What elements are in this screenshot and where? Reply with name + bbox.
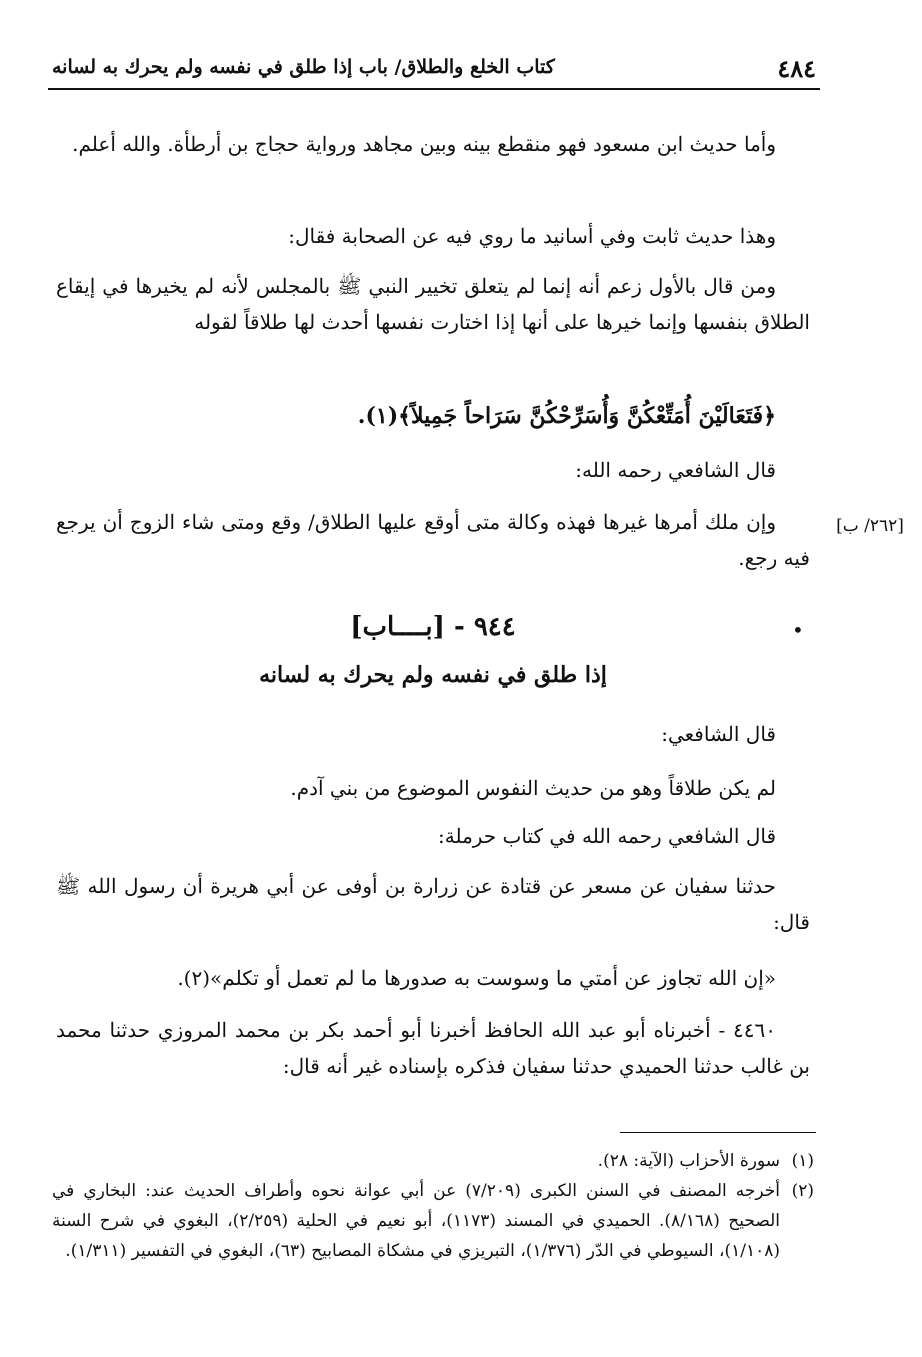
paragraph: حدثنا سفيان عن مسعر عن قتادة عن زرارة بن أوفى عن أبي هريرة أن رسول الله ﷺ قال: [56,874,810,934]
paragraph: قال الشافعي رحمه الله: [575,458,776,482]
footnote [52,1146,814,1176]
footnotes [52,1146,814,1266]
chapter-number: ٩٤٤ - [بــــاب] [350,612,516,642]
page-header [48,52,820,90]
quran-verse: ﴿فَتَعَالَيْنَ أُمَتِّعْكُنَّ وَأُسَرِّحْكُنَّ سَرَاحاً جَمِيلاً﴾(١). [357,403,776,429]
hadith-text: «إن الله تجاوز عن أمتي ما وسوست به صدورها ما لم تعمل أو تكلم»(٢). [177,966,776,990]
paragraph: قال الشافعي: [661,722,776,746]
footnote-text: سورة الأحزاب (الآية: ٢٨). [597,1151,780,1171]
margin-dot: • [792,618,804,642]
hadith-number-paragraph: ٤٤٦٠ - أخبرناه أبو عبد الله الحافظ أخبرنا أبو أحمد بكر بن محمد المروزي حدثنا محمد بن غالب حدثنا الحميدي حدثنا سفيان فذكره بإسناده غير أنه قال: [56,1018,810,1078]
running-head: كتاب الخلع والطلاق/ باب إذا طلق في نفسه ولم يحرك به لسانه [52,56,555,78]
paragraph: وهذا حديث ثابت وفي أسانيد ما روي فيه عن الصحابة فقال: [288,224,776,248]
paragraph: ومن قال بالأول زعم أنه إنما لم يتعلق تخيير النبي ﷺ بالمجلس لأنه لم يخيرها في إيقاع الطلاق بنفسها وإنما خيرها على أنها إذا اختارت نفسها أحدث لها طلاقاً لقوله [56,274,810,334]
paragraph: وإن ملك أمرها غيرها فهذه وكالة متى أوقع عليها الطلاق/ وقع ومتى شاء الزوج أن يرجع فيه رجع. [56,510,810,570]
page-number: ٤٨٤ [777,54,816,83]
paragraph: لم يكن طلاقاً وهو من حديث النفوس الموضوع من بني آدم. [290,776,776,800]
chapter-title: إذا طلق في نفسه ولم يحرك به لسانه [259,662,607,688]
footnote [52,1176,814,1266]
footnote-number: (٢) [791,1181,814,1201]
paragraph: قال الشافعي رحمه الله في كتاب حرملة: [438,824,776,848]
footnote-text: أخرجه المصنف في السنن الكبرى (٧/٢٠٩) عن أبي عوانة نحوه وأطراف الحديث عند: البخاري في الصحيح (٨/١٦٨). الحميدي في المسند (١١٧٣)، أبو نعيم في الحلية (٢/٢٥٩)، البغوي في شرح السنة (١/١٠٨)، السيوطي في الدّر (١/٣٧٦)، التبريزي في مشكاة المصابيح (٦٣)، البغوي في التفسير (١/٣١١). [52,1181,780,1261]
manuscript-folio-note: [٢٦٢/ ب] [836,516,904,536]
footnote-number: (١) [791,1151,814,1171]
footnote-separator [620,1132,816,1133]
paragraph: وأما حديث ابن مسعود فهو منقطع بينه وبين مجاهد ورواية حجاج بن أرطأة. والله أعلم. [72,132,776,156]
